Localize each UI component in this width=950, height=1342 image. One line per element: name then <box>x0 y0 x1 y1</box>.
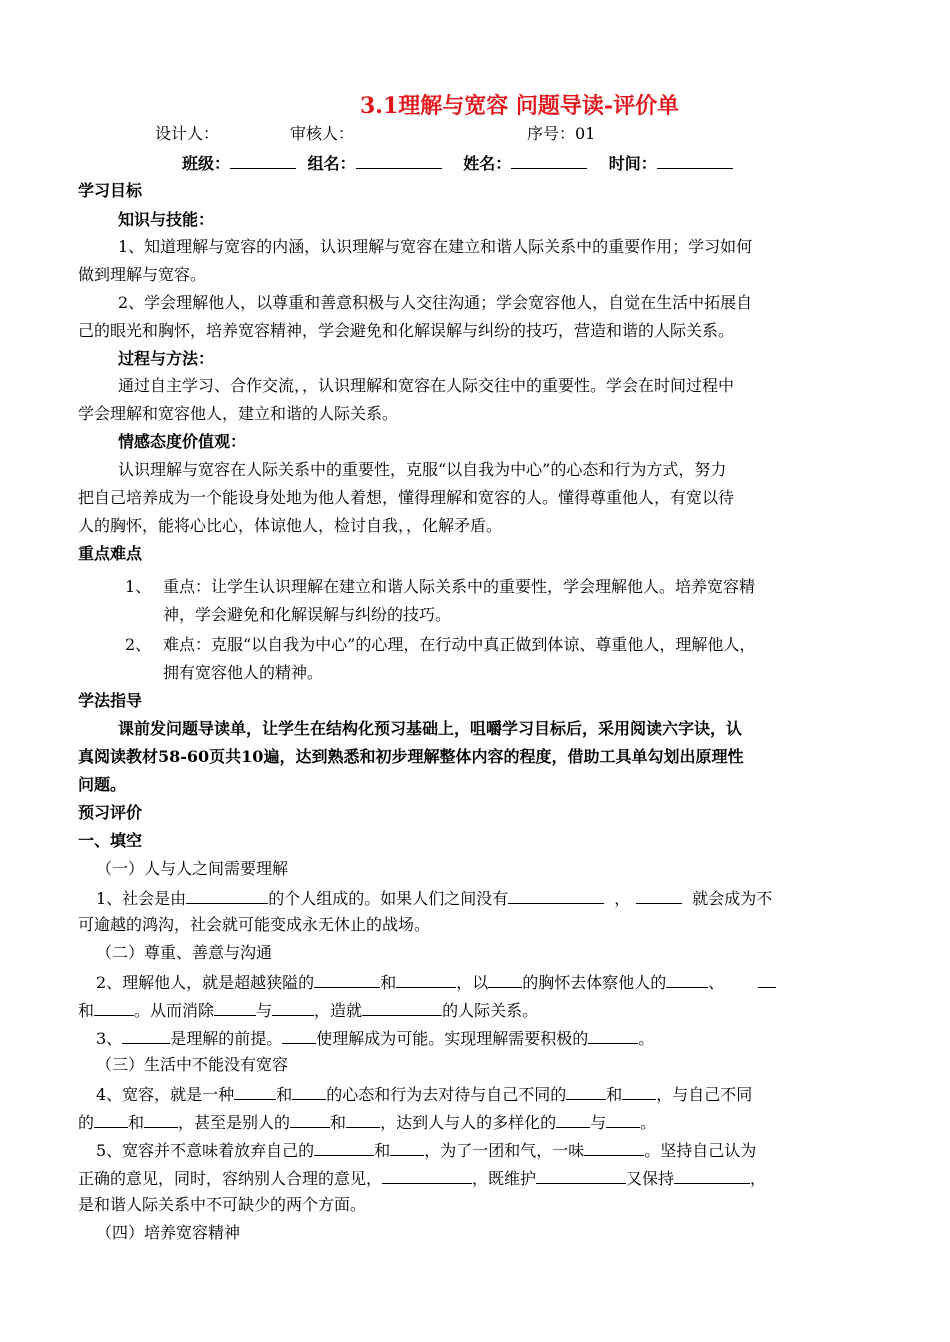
question-text: 和 <box>78 1001 95 1020</box>
knowledge-line: 2、学会理解他人，以尊重和善意积极与人交往沟通；学会宽容他人，自觉在生活中拓展自 <box>118 293 753 312</box>
question-text: 和 <box>276 1085 293 1104</box>
section-heading: （一）人与人之间需要理解 <box>96 859 289 878</box>
method-line: 问题。 <box>78 775 127 794</box>
question-text: 和 <box>606 1085 623 1104</box>
question-text: ，与自己不同 <box>656 1085 753 1104</box>
question-text: 。从而消除 <box>134 1001 215 1020</box>
answer-blank[interactable] <box>674 1165 750 1184</box>
question-text: 与 <box>590 1113 607 1132</box>
answer-blank[interactable] <box>362 997 442 1016</box>
answer-blank[interactable] <box>314 1137 374 1156</box>
question-text: ， <box>614 889 631 908</box>
question-1-line: 可逾越的鸿沟，社会就可能变成永无休止的战场。 <box>78 915 431 934</box>
answer-blank[interactable] <box>382 1165 472 1184</box>
answer-blank[interactable] <box>94 997 134 1016</box>
emotion-line: 认识理解与宽容在人际关系中的重要性，克服“以自我为中心”的心态和行为方式，努力 <box>118 460 727 479</box>
process-heading: 过程与方法： <box>118 349 215 368</box>
section-heading: （二）尊重、善意与沟通 <box>96 943 273 962</box>
class-label: 班级： <box>182 154 231 173</box>
knowledge-line: 做到理解与宽容。 <box>78 265 207 284</box>
question-text: ， <box>750 1169 767 1188</box>
question-2-line <box>78 997 538 1021</box>
key-point-line: 拥有宽容他人的精神。 <box>163 663 324 682</box>
answer-blank[interactable] <box>488 969 522 988</box>
answer-blank[interactable] <box>234 1081 276 1100</box>
class-blank[interactable] <box>230 150 296 169</box>
question-5-line <box>78 1165 766 1189</box>
question-text: 4、宽容，就是一种 <box>96 1085 235 1104</box>
group-blank[interactable] <box>356 150 442 169</box>
answer-blank[interactable] <box>186 885 268 904</box>
answer-blank[interactable] <box>536 1165 626 1184</box>
answer-blank[interactable] <box>214 997 256 1016</box>
preview-heading: 预习评价 <box>78 803 143 822</box>
answer-blank[interactable] <box>606 1109 640 1128</box>
key-points-heading: 重点难点 <box>78 544 143 563</box>
question-4-line <box>78 1109 656 1133</box>
section-heading: （三）生活中不能没有宽容 <box>96 1055 289 1074</box>
time-blank[interactable] <box>657 150 733 169</box>
designer-label: 设计人： <box>155 124 220 143</box>
question-3-line <box>96 1025 654 1049</box>
question-text: 的 <box>78 1113 95 1132</box>
answer-blank[interactable] <box>622 1081 656 1100</box>
emotion-line: 把自己培养成为一个能设身处地为他人着想，懂得理解和宽容的人。懂得尊重他人，有宽以待 <box>78 488 735 507</box>
answer-blank[interactable] <box>758 969 776 988</box>
time-label: 时间： <box>608 154 657 173</box>
objectives-heading: 学习目标 <box>78 181 143 200</box>
answer-blank[interactable] <box>314 969 380 988</box>
question-text: 使理解成为可能。实现理解需要积极的 <box>316 1029 589 1048</box>
serial-number: 序号：01 <box>527 124 596 143</box>
answer-blank[interactable] <box>282 1025 316 1044</box>
question-text: 的胸怀去体察他人的 <box>522 973 667 992</box>
question-1-line <box>96 885 772 909</box>
question-text: 2、理解他人，就是超越狭隘的 <box>96 973 315 992</box>
knowledge-line: 己的眼光和胸怀，培养宽容精神，学会避免和化解误解与纠纷的技巧，营造和谐的人际关系。 <box>78 321 735 340</box>
answer-blank[interactable] <box>584 1137 644 1156</box>
section-heading: （四）培养宽容精神 <box>96 1223 241 1242</box>
reviewer-label: 审核人： <box>290 124 355 143</box>
name-label: 姓名： <box>463 154 512 173</box>
question-text: 1、社会是由 <box>96 889 187 908</box>
answer-blank[interactable] <box>390 1137 424 1156</box>
key-point-line: 神，学会避免和化解误解与纠纷的技巧。 <box>163 605 452 624</box>
key-point-number: 2、 <box>125 635 152 654</box>
question-4-line <box>96 1081 752 1105</box>
knowledge-line: 1、知道理解与宽容的内涵，认识理解与宽容在建立和谐人际关系中的重要作用；学习如何 <box>118 237 753 256</box>
answer-blank[interactable] <box>396 969 456 988</box>
question-5-line: 是和谐人际关系中不可缺少的两个方面。 <box>78 1195 367 1214</box>
name-blank[interactable] <box>511 150 587 169</box>
emotion-heading: 情感态度价值观： <box>118 432 247 451</box>
answer-blank[interactable] <box>588 1025 638 1044</box>
key-point-line: 重点：让学生认识理解在建立和谐人际关系中的重要性，学会理解他人。培养宽容精 <box>163 577 756 596</box>
question-text: 5、宽容并不意味着放弃自己的 <box>96 1141 315 1160</box>
answer-blank[interactable] <box>508 885 604 904</box>
question-text: 的个人组成的。如果人们之间没有 <box>268 889 509 908</box>
answer-blank[interactable] <box>556 1109 590 1128</box>
question-text: 与 <box>256 1001 273 1020</box>
question-text: 的人际关系。 <box>442 1001 539 1020</box>
answer-blank[interactable] <box>144 1109 178 1128</box>
question-text: 就会成为不 <box>692 889 773 908</box>
process-line: 学会理解和宽容他人，建立和谐的人际关系。 <box>78 404 399 423</box>
question-text: ，达到人与人的多样化的 <box>380 1113 557 1132</box>
answer-blank[interactable] <box>346 1109 380 1128</box>
question-text: 3、 <box>96 1029 123 1048</box>
question-text: ，以 <box>456 973 489 992</box>
question-text: 和 <box>330 1113 347 1132</box>
question-text: 。坚持自己认为 <box>644 1141 757 1160</box>
question-text: 和 <box>374 1141 391 1160</box>
emotion-line: 人的胸怀，能将心比心，体谅他人，检讨自我，，化解矛盾。 <box>78 516 503 535</box>
student-info-row <box>182 150 733 174</box>
answer-blank[interactable] <box>94 1109 128 1128</box>
answer-blank[interactable] <box>292 1081 326 1100</box>
question-text: 。 <box>638 1029 655 1048</box>
key-point-number: 1、 <box>125 577 152 596</box>
process-line: 通过自主学习、合作交流，，认识理解和宽容在人际交往中的重要性。学会在时间过程中 <box>118 376 735 395</box>
question-2-line <box>96 969 776 993</box>
answer-blank[interactable] <box>666 969 708 988</box>
question-text: 。 <box>640 1113 657 1132</box>
fill-blank-heading: 一、填空 <box>78 831 143 850</box>
question-text: 和 <box>380 973 397 992</box>
question-text: 是理解的前提。 <box>170 1029 283 1048</box>
question-text: 正确的意见，同时，容纳别人合理的意见， <box>78 1169 383 1188</box>
answer-blank[interactable] <box>290 1109 330 1128</box>
question-text: 、 <box>708 973 725 992</box>
group-label: 组名： <box>307 154 356 173</box>
question-text: 又保持 <box>626 1169 675 1188</box>
page-title: 3.1理解与宽容 问题导读-评价单 <box>360 93 680 119</box>
answer-blank[interactable] <box>636 885 682 904</box>
knowledge-heading: 知识与技能： <box>118 210 215 229</box>
question-text: ，甚至是别人的 <box>178 1113 291 1132</box>
question-text: 的心态和行为去对待与自己不同的 <box>326 1085 567 1104</box>
answer-blank[interactable] <box>566 1081 606 1100</box>
answer-blank[interactable] <box>272 997 314 1016</box>
question-text: 和 <box>128 1113 145 1132</box>
method-line: 课前发问题导读单，让学生在结构化预习基础上，咀嚼学习目标后，采用阅读六字诀，认 <box>118 719 743 738</box>
answer-blank[interactable] <box>122 1025 170 1044</box>
key-point-line: 难点：克服“以自我为中心”的心理，在行动中真正做到体谅、尊重他人，理解他人， <box>163 635 756 654</box>
question-5-line <box>96 1137 756 1161</box>
method-heading: 学法指导 <box>78 691 143 710</box>
method-line: 真阅读教材58-60页共10遍，达到熟悉和初步理解整体内容的程度，借助工具单勾划出原理性 <box>78 747 744 766</box>
question-text: ，既维护 <box>472 1169 537 1188</box>
question-text: ，为了一团和气，一味 <box>424 1141 585 1160</box>
question-text: ，造就 <box>314 1001 363 1020</box>
